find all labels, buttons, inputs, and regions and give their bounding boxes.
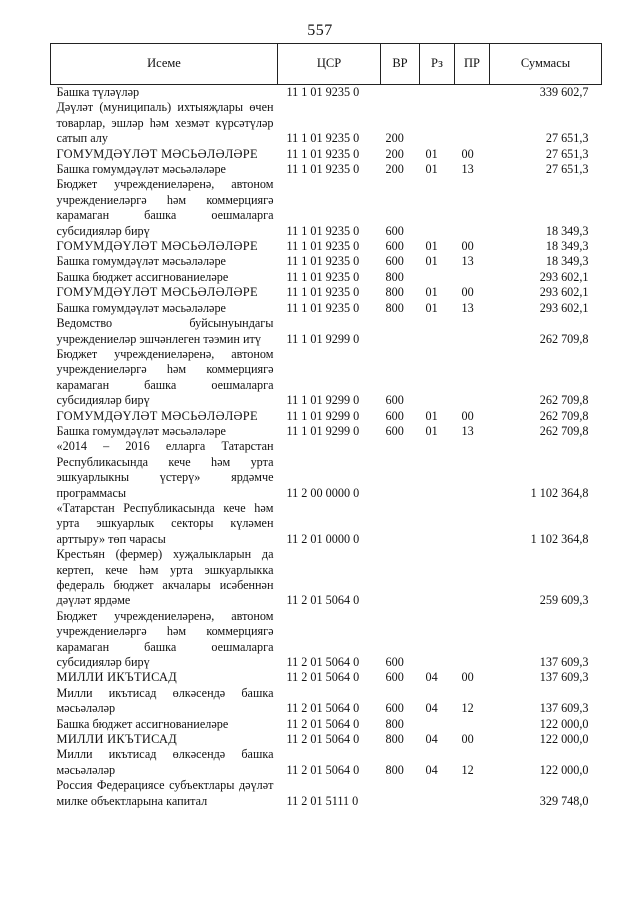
cell-vr: 600 (385, 223, 404, 238)
cell-sum: 18 349,3 (545, 254, 589, 269)
cell-csr: 11 1 01 9235 0 (286, 146, 360, 161)
cell-rz: 04 (425, 701, 438, 716)
cell-name: Башка түләүләр (56, 85, 140, 99)
cell-rz: 04 (425, 732, 438, 747)
cell-csr: 11 1 01 9299 0 (286, 331, 360, 346)
cell-csr: 11 2 01 5064 0 (286, 670, 360, 685)
cell-name: МИЛЛИ ИКЪТИСАД (56, 732, 178, 747)
column-header-pr: ПР (455, 44, 490, 85)
cell-name: Башка гомумдәүләт мәсьәләләре (56, 162, 226, 177)
cell-rz: 01 (425, 408, 438, 423)
cell-vr (381, 316, 420, 347)
cell-vr: 600 (385, 408, 404, 423)
cell-name: Бюджет учреждениеләренә, автоном учреждениеләргә һәм коммерциягә карамаган башка оешмаларга субсидияләр бирү (56, 177, 274, 238)
cell-pr (455, 778, 490, 809)
table-row (51, 424, 602, 439)
cell-vr: 800 (385, 285, 404, 300)
cell-name: МИЛЛИ ИКЪТИСАД (56, 670, 178, 685)
cell-rz (420, 439, 455, 501)
cell-csr: 11 1 01 9235 0 (286, 239, 360, 254)
cell-name: Башка бюджет ассигнованиеләре (56, 716, 229, 731)
cell-sum: 137 609,3 (539, 655, 589, 670)
cell-pr: 13 (461, 300, 474, 315)
cell-vr (381, 439, 420, 501)
cell-pr: 13 (461, 254, 474, 269)
cell-pr (455, 609, 490, 671)
table-row (51, 609, 602, 671)
column-header-name: Исеме (51, 44, 278, 85)
column-header-csr: ЦСР (278, 44, 381, 85)
cell-sum: 1 102 364,8 (530, 531, 589, 546)
cell-csr: 11 2 01 5064 0 (286, 762, 360, 777)
column-header-sum: Суммасы (490, 44, 602, 85)
cell-sum: 293 602,1 (539, 269, 589, 284)
cell-name: Россия Федерациясе субъектлары дәүләт милке объектларына капитал (56, 778, 274, 808)
cell-rz (420, 547, 455, 609)
cell-name: Дәүләт (муниципаль) ихтыяҗлары өчен товарлар, эшләр һәм хезмәт күрсәтүләр сатып алу (56, 100, 274, 146)
cell-csr: 11 1 01 9235 0 (286, 162, 360, 177)
cell-rz (420, 85, 455, 101)
cell-pr (455, 501, 490, 547)
cell-name: «Татарстан Республикасында кече һәм урта эшкуарлык секторы күләмен арттыру» төп чарасы (56, 500, 274, 546)
cell-rz: 01 (425, 146, 438, 161)
cell-pr: 00 (461, 670, 474, 685)
cell-pr: 00 (461, 146, 474, 161)
cell-csr: 11 2 01 5064 0 (286, 732, 360, 747)
cell-name: Милли икътисад өлкәсендә башка мәсьәләләр (56, 685, 274, 716)
table-row (51, 747, 602, 778)
cell-pr (455, 439, 490, 501)
table-row (51, 177, 602, 239)
cell-name: Бюджет учреждениеләренә, автоном учреждениеләргә һәм коммерциягә карамаган башка оешмаларга субсидияләр бирү (56, 346, 274, 408)
cell-pr (455, 270, 490, 285)
table-row (51, 717, 602, 732)
cell-pr: 00 (461, 408, 474, 423)
cell-rz (420, 778, 455, 809)
cell-rz: 04 (425, 762, 438, 777)
cell-csr: 11 1 01 9235 0 (286, 254, 360, 269)
table-row (51, 147, 602, 162)
cell-rz (420, 347, 455, 409)
cell-rz: 01 (425, 285, 438, 300)
cell-vr: 600 (385, 701, 404, 716)
cell-sum: 27 651,3 (545, 131, 589, 146)
cell-vr (381, 778, 420, 809)
cell-rz (420, 717, 455, 732)
cell-sum: 137 609,3 (539, 670, 589, 685)
cell-csr: 11 1 01 9235 0 (286, 131, 360, 146)
cell-pr: 00 (461, 285, 474, 300)
table-row (51, 270, 602, 285)
table-header-row (51, 44, 602, 85)
table-row (51, 316, 602, 347)
cell-vr: 200 (385, 162, 404, 177)
cell-csr: 11 2 00 0000 0 (286, 485, 360, 500)
table-row (51, 670, 602, 685)
cell-rz: 04 (425, 670, 438, 685)
cell-name: ГОМУМДӘҮЛӘТ МӘСЬӘЛӘЛӘРЕ (56, 146, 258, 161)
cell-pr (455, 717, 490, 732)
table-row (51, 732, 602, 747)
cell-csr: 11 1 01 9235 0 (286, 300, 360, 315)
column-header-vr: ВР (381, 44, 420, 85)
table-row (51, 347, 602, 409)
cell-sum: 259 609,3 (539, 593, 589, 608)
cell-pr (455, 316, 490, 347)
cell-csr: 11 1 01 9299 0 (286, 408, 360, 423)
table-row (51, 686, 602, 717)
cell-rz: 01 (425, 300, 438, 315)
cell-csr: 11 1 01 9299 0 (286, 423, 360, 438)
page-number: 557 (307, 22, 333, 39)
table-row (51, 100, 602, 146)
cell-sum: 122 000,0 (539, 716, 589, 731)
cell-rz (420, 609, 455, 671)
cell-rz (420, 316, 455, 347)
cell-sum: 262 709,8 (539, 393, 589, 408)
cell-csr: 11 2 01 5111 0 (286, 793, 359, 808)
cell-csr: 11 2 01 5064 0 (286, 716, 360, 731)
cell-vr: 800 (385, 762, 404, 777)
cell-pr: 12 (461, 701, 474, 716)
cell-pr: 00 (461, 732, 474, 747)
cell-sum: 122 000,0 (539, 732, 589, 747)
cell-sum: 262 709,8 (539, 423, 589, 438)
cell-name: «2014 – 2016 елларга Татарстан Республикасында кече һәм урта эшкуарлыкны үстерү» ярдәмче программасы (56, 439, 274, 500)
cell-pr: 12 (461, 762, 474, 777)
cell-vr: 600 (385, 670, 404, 685)
cell-vr (381, 85, 420, 101)
cell-vr: 200 (385, 146, 404, 161)
cell-csr: 11 2 01 5064 0 (286, 593, 360, 608)
cell-sum: 27 651,3 (545, 146, 589, 161)
cell-vr: 600 (385, 393, 404, 408)
cell-rz (420, 100, 455, 146)
table-row (51, 162, 602, 177)
cell-vr: 600 (385, 254, 404, 269)
cell-vr (381, 501, 420, 547)
cell-pr: 00 (461, 239, 474, 254)
cell-pr (455, 85, 490, 101)
cell-csr: 11 1 01 9299 0 (286, 393, 360, 408)
cell-rz: 01 (425, 239, 438, 254)
cell-rz (420, 177, 455, 239)
cell-rz (420, 270, 455, 285)
cell-sum: 18 349,3 (545, 223, 589, 238)
cell-pr (455, 177, 490, 239)
table-row (51, 547, 602, 609)
table-row (51, 85, 602, 101)
cell-csr: 11 2 01 5064 0 (286, 701, 360, 716)
cell-vr: 200 (385, 131, 404, 146)
cell-vr: 600 (385, 239, 404, 254)
cell-name: Башка гомумдәүләт мәсьәләләре (56, 254, 226, 269)
cell-vr: 600 (385, 655, 404, 670)
cell-sum: 122 000,0 (539, 762, 589, 777)
cell-pr (455, 547, 490, 609)
cell-name: ГОМУМДӘҮЛӘТ МӘСЬӘЛӘЛӘРЕ (56, 408, 258, 423)
table-row (51, 409, 602, 424)
cell-sum: 18 349,3 (545, 239, 589, 254)
cell-csr: 11 2 01 0000 0 (286, 531, 360, 546)
cell-csr: 11 1 01 9235 0 (286, 85, 360, 99)
cell-name: Башка гомумдәүләт мәсьәләләре (56, 300, 226, 315)
cell-rz: 01 (425, 162, 438, 177)
table-row (51, 239, 602, 254)
cell-sum: 137 609,3 (539, 701, 589, 716)
cell-pr (455, 347, 490, 409)
cell-vr: 600 (385, 423, 404, 438)
cell-pr: 13 (461, 423, 474, 438)
cell-pr: 13 (461, 162, 474, 177)
cell-sum: 262 709,8 (539, 331, 589, 346)
column-header-rz: Рз (420, 44, 455, 85)
cell-vr (381, 547, 420, 609)
table-row (51, 285, 602, 300)
cell-vr: 800 (385, 732, 404, 747)
cell-vr: 800 (385, 269, 404, 284)
budget-table (50, 43, 602, 809)
cell-sum: 262 709,8 (539, 408, 589, 423)
cell-sum: 1 102 364,8 (530, 485, 589, 500)
table-row (51, 778, 602, 809)
cell-csr: 11 1 01 9235 0 (286, 223, 360, 238)
cell-name: Башка гомумдәүләт мәсьәләләре (56, 423, 226, 438)
table-row (51, 254, 602, 269)
cell-vr: 800 (385, 300, 404, 315)
cell-name: Милли икътисад өлкәсендә башка мәсьәләләр (56, 747, 274, 777)
cell-sum: 329 748,0 (539, 793, 589, 808)
cell-sum: 293 602,1 (539, 300, 589, 315)
cell-name: ГОМУМДӘҮЛӘТ МӘСЬӘЛӘЛӘРЕ (56, 239, 258, 254)
cell-name: Крестьян (фермер) хуҗалыкларын да кертеп, кече һәм урта эшкуарлыкка федераль бюджет акчалары исәбеннән дәүләт ярдәме (56, 547, 274, 608)
cell-name: ГОМУМДӘҮЛӘТ МӘСЬӘЛӘЛӘРЕ (56, 285, 258, 300)
cell-name: Бюджет учреждениеләренә, автоном учреждениеләргә һәм коммерциягә карамаган башка оешмаларга субсидияләр бирү (56, 608, 274, 670)
cell-csr: 11 1 01 9235 0 (286, 285, 360, 300)
cell-csr: 11 1 01 9235 0 (286, 269, 360, 284)
cell-name: Ведомство буйсынуындагы учреждениеләр эшчәнлеген тәэмин итү (56, 316, 274, 346)
cell-csr: 11 2 01 5064 0 (286, 655, 360, 670)
cell-sum: 293 602,1 (539, 285, 589, 300)
cell-pr (455, 100, 490, 146)
cell-rz (420, 501, 455, 547)
cell-sum: 27 651,3 (545, 162, 589, 177)
cell-vr: 800 (385, 716, 404, 731)
table-row (51, 301, 602, 316)
table-row (51, 501, 602, 547)
table-row (51, 439, 602, 501)
cell-sum: 339 602,7 (539, 85, 589, 99)
cell-name: Башка бюджет ассигнованиеләре (56, 269, 229, 284)
cell-rz: 01 (425, 423, 438, 438)
cell-rz: 01 (425, 254, 438, 269)
